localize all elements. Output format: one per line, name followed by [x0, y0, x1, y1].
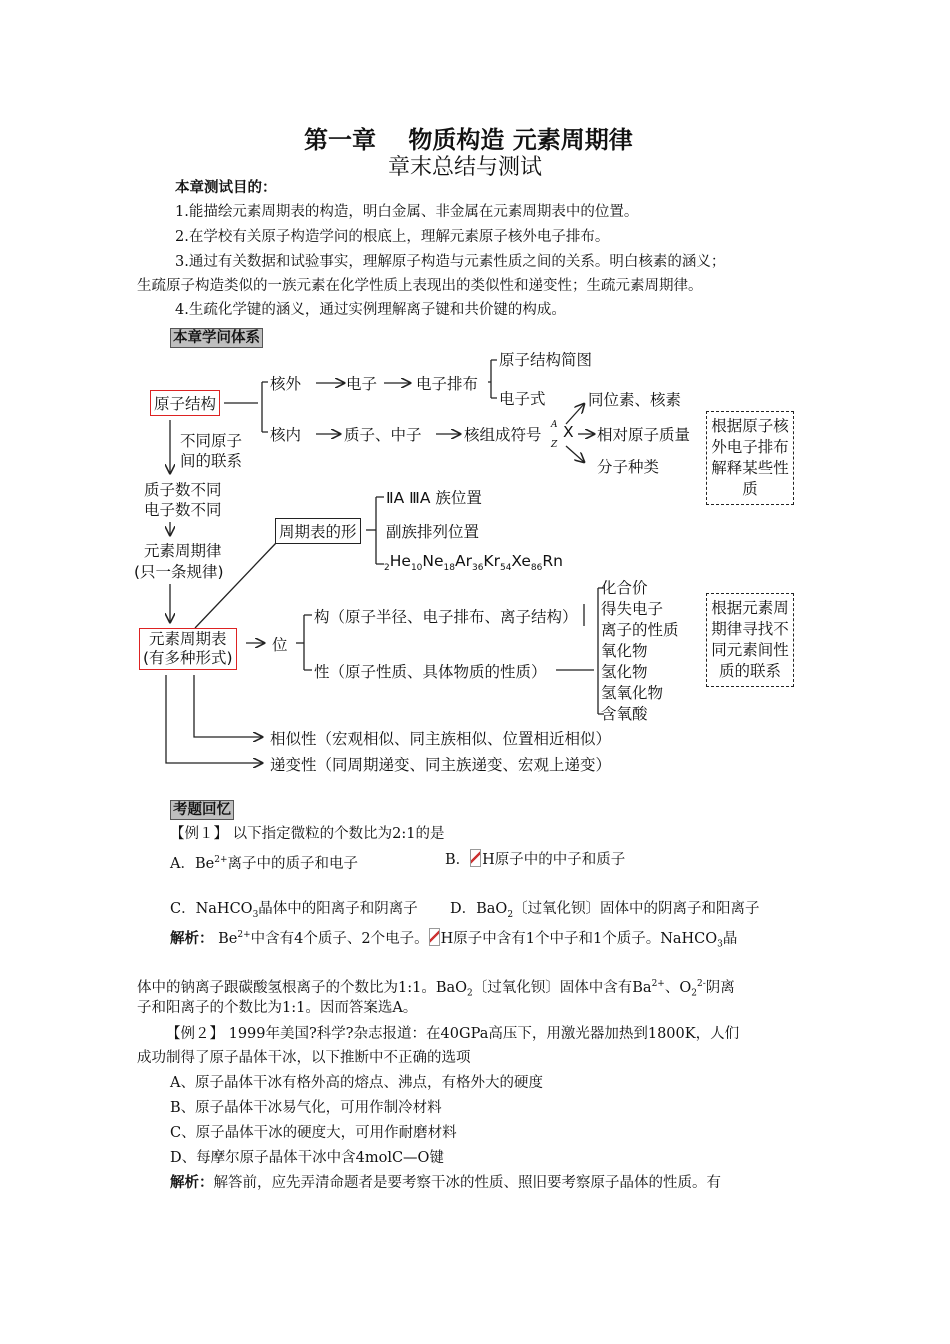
- example1-analysis-1: 解析： $Be^{2+}$中含有4个质子、2个电子。 H原子中含有1个中子和1个质子。NaHCO$_3$晶: [170, 923, 737, 957]
- property-item: 含氧酸: [601, 705, 648, 723]
- noble-gas-symbol: Ne: [422, 552, 444, 570]
- noble-gas-symbol: Rn: [542, 552, 563, 570]
- node-isotope: 同位素、核素: [588, 391, 682, 409]
- objective-3-cont: 生疏原子构造类似的一族元素在化学性质上表现出的类似性和递变性；生疏元素周期律。: [137, 278, 703, 294]
- property-item: 氢化物: [601, 663, 648, 681]
- node-table-form: 周期表的形: [275, 518, 361, 544]
- noble-gas-symbol: Kr: [483, 552, 500, 570]
- node-subgroup-pos: 副族排列位置: [386, 523, 480, 541]
- example2-option-c: C、原子晶体干冰的硬度大，可用作耐磨材料: [170, 1125, 457, 1141]
- node-similarity: 相似性（宏观相似、同主族相似、位置相近相似）: [270, 730, 612, 748]
- node-protons-diff: 质子数不同: [144, 481, 222, 499]
- noble-gas-z: 86: [530, 563, 543, 574]
- example1-analysis-3: 子和阳离子的个数比为1:1。因而答案选A。: [137, 1000, 418, 1016]
- objective-3: 3.通过有关数据和试验事实，理解原子构造与元素性质之间的关系。明白核素的涵义；: [175, 254, 726, 270]
- nuclide-az: A Z: [551, 420, 558, 450]
- example1-option-d: D．BaO$_2$〔过氧化钡〕固体中的阴离子和阳离子: [450, 901, 760, 920]
- node-periodic-table-label: 元素周期表: [149, 630, 227, 648]
- property-item: 氢氧化物: [601, 684, 664, 702]
- node-arrangement: 电子排布: [416, 375, 479, 393]
- property-item: 化合价: [601, 579, 648, 597]
- example2-option-b: B、原子晶体干冰易气化，可用作制冷材料: [170, 1100, 442, 1116]
- page-subtitle: 章末总结与测试: [388, 155, 543, 180]
- example2-stem-1: 【例２】 1999年美国?科学?杂志报道：在40GPa高压下，用激光器加热到1800K，人们: [166, 1026, 740, 1042]
- dashed-note-1: 根据原子核外电子排布解释某些性质: [706, 411, 794, 505]
- node-electron: 电子: [346, 375, 378, 393]
- node-periodic-table-note: (有多种形式): [143, 649, 233, 667]
- property-item: 得失电子: [601, 600, 664, 618]
- noble-gas-symbol: He: [389, 552, 411, 570]
- noble-gas-z: 10: [410, 563, 423, 574]
- node-x: X: [563, 423, 574, 441]
- node-atom-structure: 原子结构: [150, 390, 220, 416]
- objective-2: 2.在学校有关原子构造学问的根底上，理解元素原子核外电子排布。: [175, 229, 610, 245]
- node-group-pos: ⅡA ⅢA 族位置: [386, 489, 482, 507]
- noble-gas-symbol: Xe: [511, 552, 531, 570]
- node-nuclear-symbol: 核组成符号: [464, 426, 542, 444]
- node-periodic-law: 元素周期律: [144, 542, 222, 560]
- system-heading: 本章学问体系: [170, 328, 263, 348]
- node-inner: 核内: [270, 426, 302, 444]
- node-proton-neutron: 质子、中子: [344, 426, 422, 444]
- node-noble-gases: [384, 552, 563, 573]
- example1-stem: 【例１】 以下指定微粒的个数比为2:1的是: [170, 826, 445, 842]
- page-title: 第一章 物质构造 元素周期律: [304, 126, 633, 154]
- node-link-2: 间的联系: [180, 452, 243, 470]
- node-periodic-table: [139, 628, 237, 670]
- node-position: 位: [272, 636, 288, 654]
- node-outer: 核外: [270, 375, 302, 393]
- noble-gas-z: 36: [471, 563, 484, 574]
- objectives-heading: 本章测试目的：: [175, 180, 277, 196]
- node-structure: 构（原子半径、电子排布、离子结构）: [314, 608, 578, 626]
- node-structure-sketch: 原子结构简图: [499, 351, 593, 369]
- objective-1: 1.能描绘元素周期表的构造，明白金属、非金属在元素周期表中的位置。: [175, 204, 639, 220]
- example1-analysis-2: 体中的钠离子跟碳酸氢根离子的个数比为1:1。BaO$_2$〔过氧化钡〕固体中含有$Ba^{2+}$、$O_2^{2-}$阴离: [137, 979, 735, 999]
- node-gradation: 递变性（同周期递变、同主族递变、宏观上递变）: [270, 756, 612, 774]
- node-electrons-diff: 电子数不同: [144, 501, 222, 519]
- objective-4: 4.生疏化学键的涵义，通过实例理解离子键和共价键的构成。: [175, 302, 566, 318]
- node-property-list: [601, 578, 679, 725]
- property-item: 离子的性质: [601, 621, 679, 639]
- example1-option-c: C．NaHCO$_3$晶体中的阳离子和阴离子: [170, 901, 418, 920]
- example2-option-a: A、原子晶体干冰有格外高的熔点、沸点，有格外大的硬度: [170, 1075, 543, 1091]
- noble-gas-z: 54: [499, 563, 512, 574]
- noble-gas-z: 2: [384, 563, 390, 574]
- broken-image-icon: [429, 928, 440, 946]
- node-property: 性（原子性质、具体物质的性质）: [314, 663, 547, 681]
- noble-gas-symbol: Ar: [454, 552, 472, 570]
- node-periodic-law-note: (只一条规律): [134, 563, 224, 581]
- node-electron-formula: 电子式: [499, 390, 546, 408]
- broken-image-icon: [470, 849, 481, 867]
- dashed-note-2: 根据元素周期律寻找不同元素间性质的联系: [706, 593, 794, 687]
- example1-option-a: A．$Be^{2+}$离子中的质子和电子: [170, 855, 358, 872]
- example2-option-d: D、每摩尔原子晶体干冰中含4molC—O键: [170, 1150, 444, 1166]
- noble-gas-z: 18: [443, 563, 455, 574]
- example2-stem-2: 成功制得了原子晶体干冰，以下推断中不正确的选项: [137, 1050, 471, 1066]
- node-relative-mass: 相对原子质量: [597, 426, 691, 444]
- review-heading: 考题回忆: [170, 800, 234, 820]
- property-item: 氧化物: [601, 642, 648, 660]
- node-molecule-types: 分子种类: [597, 458, 660, 476]
- example1-option-b: B． H原子中的中子和质子: [445, 848, 625, 872]
- node-link-1: 不同原子: [180, 432, 243, 450]
- example2-analysis: 解析：解答前，应先弄清命题者是要考察干冰的性质、照旧要考察原子晶体的性质。有: [170, 1175, 721, 1191]
